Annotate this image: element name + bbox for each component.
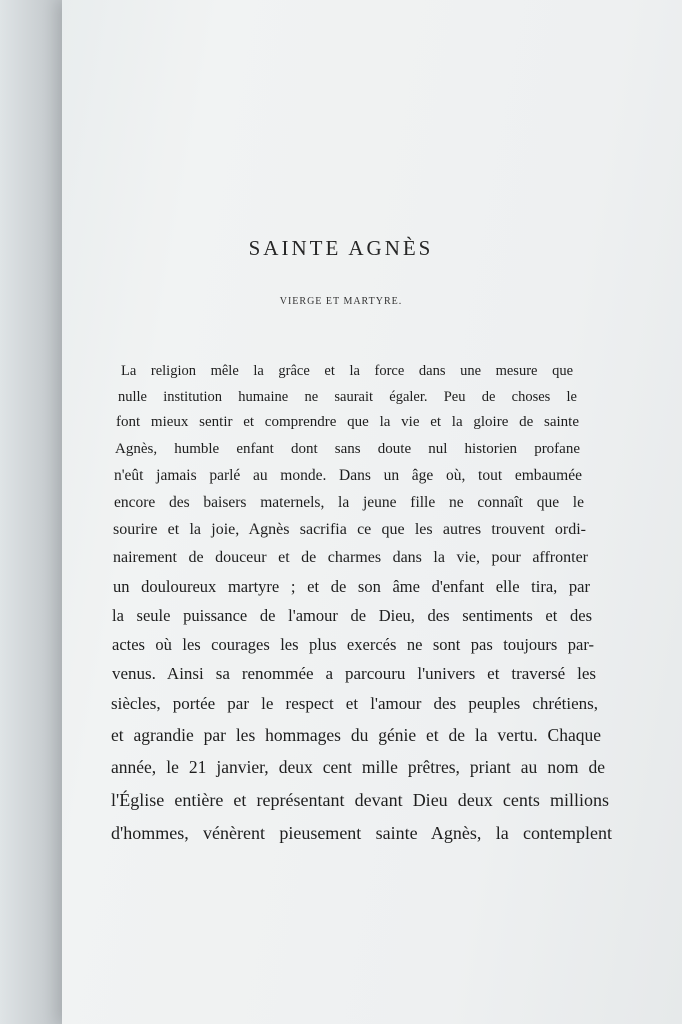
text-line: nulle institution humaine ne saurait égaler. Peu de choses le (118, 389, 577, 405)
text-line: année, le 21 janvier, deux cent mille prêtres, priant au nom de (111, 757, 605, 777)
text-line: la seule puissance de l'amour de Dieu, des sentiments et des (112, 606, 592, 625)
text-line: nairement de douceur et de charmes dans la vie, pour affronter (113, 549, 588, 566)
text-line: n'eût jamais parlé au monde. Dans un âge où, tout embaumée (114, 467, 582, 484)
text-line: siècles, portée par le respect et l'amour des peuples chrétiens, (111, 694, 598, 713)
text-line: encore des baisers maternels, la jeune fille ne connaît que le (114, 494, 584, 511)
text-line: un douloureux martyre ; et de son âme d'enfant elle tira, par (113, 577, 590, 596)
page-subtitle: VIERGE ET MARTYRE. (279, 296, 403, 307)
text-line: venus. Ainsi sa renommée a parcouru l'univers et traversé les (112, 664, 596, 683)
text-line: La religion mêle la grâce et la force dans une mesure que (121, 363, 573, 379)
text-line: sourire et la joie, Agnès sacrifia ce que les autres trouvent ordi- (113, 521, 586, 538)
page-title: SAINTE AGNÈS (248, 236, 434, 260)
text-line: font mieux sentir et comprendre que la vie et la gloire de sainte (116, 414, 579, 430)
text-line: l'Église entière et représentant devant Dieu deux cents millions (111, 790, 609, 810)
text-line: actes où les courages les plus exercés ne sont pas toujours par- (112, 635, 594, 654)
text-line: et agrandie par les hommages du génie et de la vertu. Chaque (111, 725, 601, 745)
text-line: Agnès, humble enfant dont sans doute nul historien profane (115, 441, 580, 457)
text-line: d'hommes, vénèrent pieusement sainte Agnès, la contemplent (111, 823, 612, 843)
